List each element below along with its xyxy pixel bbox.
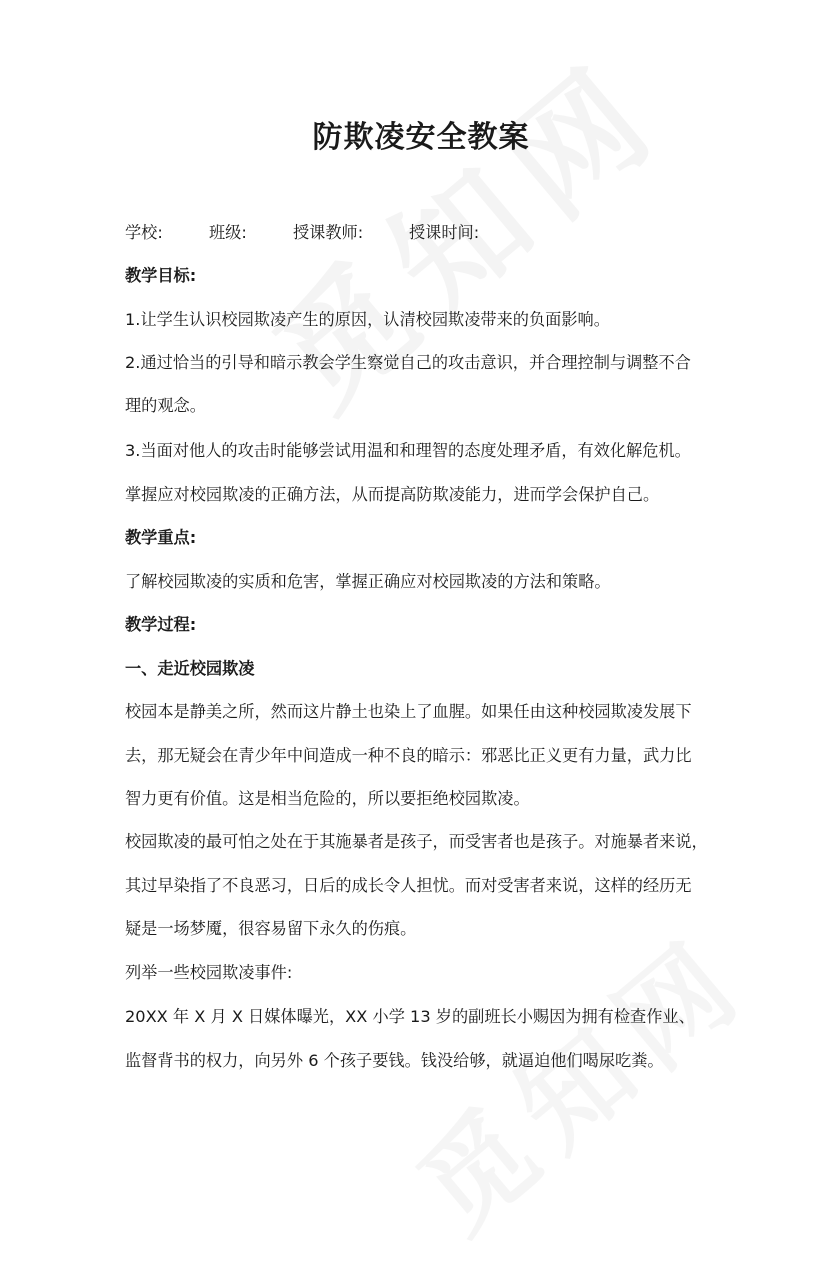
meta-teacher: 授课教师: (293, 223, 364, 242)
meta-school: 学校: (125, 223, 163, 242)
paragraph-line: 智力更有价值。这是相当危险的，所以要拒绝校园欺凌。 (125, 789, 530, 808)
paragraph-line: 1.让学生认识校园欺凌产生的原因，认清校园欺凌带来的负面影响。 (125, 310, 610, 329)
section-heading: 教学目标: (125, 266, 197, 285)
meta-class: 班级: (209, 223, 247, 242)
paragraph-line: 去，那无疑会在青少年中间造成一种不良的暗示：邪恶比正义更有力量，武力比 (125, 746, 692, 765)
paragraph-line: 2.通过恰当的引导和暗示教会学生察觉自己的攻击意识，并合理控制与调整不合 (125, 353, 691, 372)
paragraph-line: 疑是一场梦魇，很容易留下永久的伤痕。 (125, 919, 417, 938)
section-heading: 教学重点: (125, 528, 197, 547)
paragraph-line: 了解校园欺凌的实质和危害，掌握正确应对校园欺凌的方法和策略。 (125, 572, 611, 591)
meta-row (125, 222, 479, 244)
paragraph-line: 监督背书的权力，向另外 6 个孩子要钱。钱没给够，就逼迫他们喝尿吃粪。 (125, 1051, 664, 1070)
paragraph-line: 理的观念。 (125, 396, 206, 415)
section-heading: 教学过程: (125, 615, 197, 634)
meta-time: 授课时间: (409, 223, 480, 242)
document-title: 防欺凌安全教案 (312, 120, 530, 155)
paragraph-line: 3.当面对他人的攻击时能够尝试用温和和理智的态度处理矛盾，有效化解危机。 (125, 441, 691, 460)
paragraph-line: 其过早染指了不良恶习，日后的成长令人担忧。而对受害者来说，这样的经历无 (125, 876, 692, 895)
paragraph-line: 校园欺凌的最可怕之处在于其施暴者是孩子，而受害者也是孩子。对施暴者来说， (125, 832, 708, 851)
paragraph-line: 20XX 年 X 月 X 日媒体曝光，XX 小学 13 岁的副班长小赐因为拥有检查作业、 (125, 1007, 695, 1026)
section-heading: 一、走近校园欺凌 (125, 659, 255, 678)
paragraph-line: 列举一些校园欺凌事件: (125, 963, 293, 982)
watermark (380, 893, 776, 1261)
paragraph-line: 校园本是静美之所，然而这片静土也染上了血腥。如果任由这种校园欺凌发展下 (125, 702, 692, 721)
paragraph-line: 掌握应对校园欺凌的正确方法，从而提高防欺凌能力，进而学会保护自己。 (125, 485, 660, 504)
